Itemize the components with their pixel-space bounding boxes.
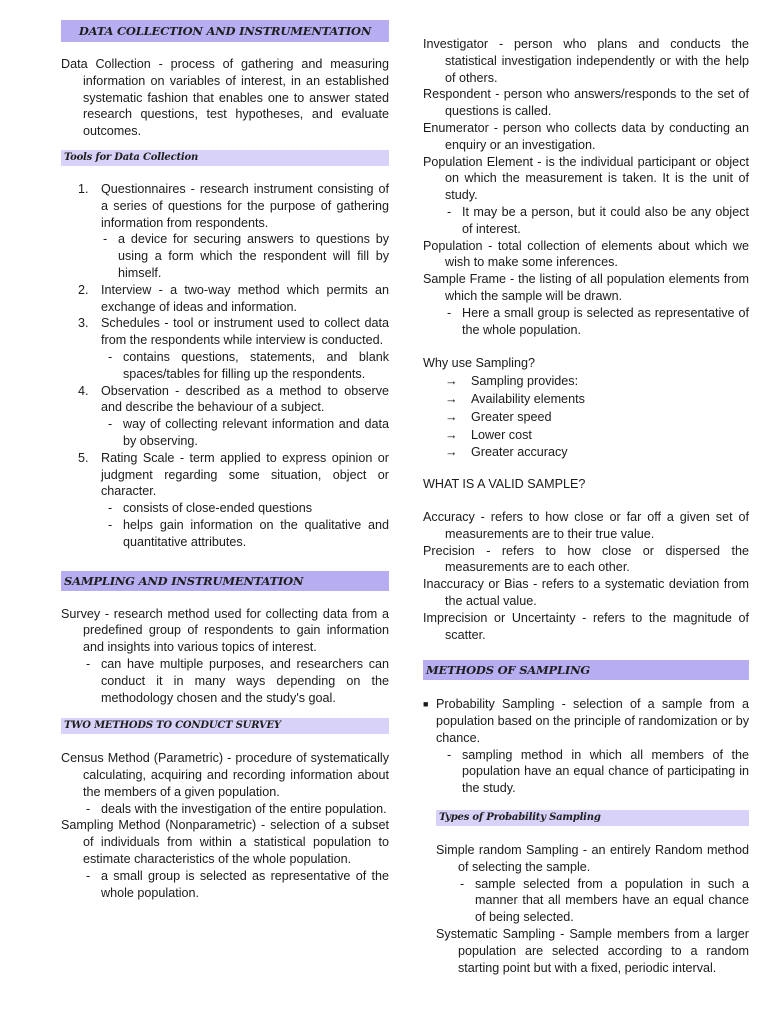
dash-bullet: - bbox=[447, 747, 452, 762]
why-sampling-item bbox=[423, 409, 749, 426]
methods-of-sampling-heading: METHODS OF SAMPLING bbox=[423, 660, 749, 680]
enumerator-definition: Enumerator - person who collects data by conducting an enquiry or an investigation. bbox=[423, 120, 749, 152]
why-sampling-item bbox=[423, 391, 749, 408]
dash-bullet: - bbox=[447, 305, 452, 320]
right-column bbox=[423, 36, 749, 976]
tool-subitem bbox=[103, 231, 389, 281]
tool-subitem-text: way of collecting relevant information and data by observing. bbox=[123, 417, 389, 448]
dash-bullet: - bbox=[447, 204, 452, 219]
dash-bullet: - bbox=[86, 656, 91, 671]
data-collection-definition: Data Collection - process of gathering and measuring information on variables of interest, in an established systematic fashion that enables one to answer stated research questions, test hypotheses, and evaluate outcomes. bbox=[61, 57, 389, 139]
probability-sampling-text: Probability Sampling - selection of a sample from a population based on the principle of randomization or by chance. bbox=[436, 697, 749, 745]
dash-bullet: - bbox=[108, 517, 113, 532]
census-method-definition: Census Method (Parametric) - procedure of systematically calculating, acquiring and recording information about the members of a given population. bbox=[61, 751, 389, 799]
sampling-method-subitem-text: a small group is selected as representative of the whole population. bbox=[101, 868, 389, 900]
why-sampling-item-text: Lower cost bbox=[471, 427, 532, 442]
respondent-definition: Respondent - person who answers/responds to the set of questions is called. bbox=[423, 87, 749, 119]
simple-random-subitem-text: sample selected from a population in such a manner that all members have an equal chance of being selected. bbox=[475, 876, 749, 925]
dash-bullet: - bbox=[86, 801, 91, 816]
probability-sampling-subitem-text: sampling method in which all members of the population have an equal chance of participating in the study. bbox=[462, 747, 749, 796]
probability-sampling-subitem bbox=[447, 747, 749, 797]
tool-subitem-text: a device for securing answers to questions by using a form which the respondent will fill by himself. bbox=[118, 232, 389, 280]
why-sampling-list bbox=[423, 373, 749, 461]
tool-subitem bbox=[108, 416, 389, 450]
tool-text: Rating Scale - term applied to express opinion or judgment regarding some situation, object or character. bbox=[101, 450, 389, 499]
tool-text: Interview - a two-way method which permits an exchange of ideas and information. bbox=[101, 282, 389, 314]
left-column bbox=[61, 20, 389, 901]
tool-number: 4. bbox=[78, 383, 89, 398]
square-bullet-icon: ■ bbox=[423, 699, 429, 710]
tool-subitem bbox=[108, 500, 389, 517]
sampling-method-subitem bbox=[86, 868, 389, 902]
sample-frame-subitem bbox=[447, 305, 749, 339]
tool-number: 5. bbox=[78, 450, 89, 465]
arrow-bullet-icon: → bbox=[445, 374, 458, 389]
simple-random-subitem bbox=[460, 876, 749, 926]
tool-text: Observation - described as a method to observe and describe the behaviour of a subject. bbox=[101, 383, 389, 415]
simple-random-definition: Simple random Sampling - an entirely Random method of selecting the sample. bbox=[436, 843, 749, 874]
tools-list bbox=[61, 181, 389, 551]
tool-number: 2. bbox=[78, 282, 89, 297]
why-sampling-item-text: Greater speed bbox=[471, 409, 552, 424]
sampling-method-definition: Sampling Method (Nonparametric) - selection of a subset of individuals from within a statistical population to estimate characteristics of the whole population. bbox=[61, 818, 389, 867]
dash-bullet: - bbox=[108, 501, 113, 516]
population-element-subitem bbox=[447, 204, 749, 238]
why-sampling-item bbox=[423, 444, 749, 461]
dash-bullet: - bbox=[108, 349, 113, 364]
tool-item bbox=[61, 450, 389, 500]
tool-item bbox=[61, 383, 389, 417]
imprecision-definition: Imprecision or Uncertainty - refers to the magnitude of scatter. bbox=[423, 610, 749, 642]
tool-subitem bbox=[108, 349, 389, 383]
sample-frame-subitem-text: Here a small group is selected as representative of the whole population. bbox=[462, 305, 749, 337]
why-sampling-item-text: Greater accuracy bbox=[471, 445, 568, 460]
sampling-instrumentation-heading: SAMPLING AND INSTRUMENTATION bbox=[61, 571, 389, 591]
tools-heading: Tools for Data Collection bbox=[61, 150, 389, 166]
why-sampling-item-text: Sampling provides: bbox=[471, 374, 579, 389]
sample-frame-definition: Sample Frame - the listing of all population elements from which the sample will be drawn. bbox=[423, 272, 749, 303]
population-element-definition: Population Element - is the individual participant or object on which the measurement is taken. It is the unit of study. bbox=[423, 154, 749, 203]
tool-item bbox=[61, 282, 389, 316]
census-subitem-text: deals with the investigation of the entire population. bbox=[101, 801, 387, 816]
tool-number: 1. bbox=[78, 181, 89, 196]
arrow-bullet-icon: → bbox=[445, 445, 458, 460]
precision-definition: Precision - refers to how close or dispersed the measurements are to each other. bbox=[423, 543, 749, 575]
census-subitem bbox=[86, 801, 389, 818]
tool-text: Schedules - tool or instrument used to collect data from the respondents while interview is conducted. bbox=[101, 316, 389, 348]
tool-item bbox=[61, 315, 389, 349]
probability-sampling-item bbox=[423, 696, 749, 746]
tool-item bbox=[61, 181, 389, 231]
tool-subitem bbox=[108, 517, 389, 551]
population-definition: Population - total collection of elements about which we wish to make some inferences. bbox=[423, 238, 749, 270]
tool-subitem-text: contains questions, statements, and blank spaces/tables for filling up the respondents. bbox=[123, 349, 389, 381]
inaccuracy-definition: Inaccuracy or Bias - refers to a systematic deviation from the actual value. bbox=[423, 577, 749, 608]
data-collection-heading: DATA COLLECTION AND INSTRUMENTATION bbox=[61, 20, 389, 42]
dash-bullet: - bbox=[86, 868, 91, 883]
tool-number: 3. bbox=[78, 316, 89, 331]
tool-subitem-text: helps gain information on the qualitative and quantitative attributes. bbox=[123, 517, 389, 549]
arrow-bullet-icon: → bbox=[445, 391, 458, 406]
population-element-subitem-text: It may be a person, but it could also be any object of interest. bbox=[462, 204, 749, 236]
dash-bullet: - bbox=[460, 876, 465, 891]
arrow-bullet-icon: → bbox=[445, 409, 458, 424]
survey-definition: Survey - research method used for collecting data from a predefined group of respondents to gain information and insights into various topics of interest. bbox=[61, 606, 389, 655]
why-sampling-item-text: Availability elements bbox=[471, 391, 585, 406]
tool-subitem-text: consists of close-ended questions bbox=[123, 501, 313, 516]
accuracy-definition: Accuracy - refers to how close or far off a given set of measurements are to their true value. bbox=[423, 509, 749, 541]
investigator-definition: Investigator - person who plans and conducts the statistical investigation independently or with the help of others. bbox=[423, 37, 749, 85]
valid-sample-heading: WHAT IS A VALID SAMPLE? bbox=[423, 477, 586, 492]
survey-subitem bbox=[86, 656, 389, 706]
survey-subitem-text: can have multiple purposes, and researchers can conduct it in many ways depending on the methodology chosen and the study's goal. bbox=[101, 656, 389, 705]
why-sampling-item bbox=[423, 373, 749, 390]
tool-text: Questionnaires - research instrument consisting of a series of questions for the purpose of gathering information from respondents. bbox=[101, 181, 389, 230]
types-probability-heading: Types of Probability Sampling bbox=[436, 810, 749, 826]
systematic-sampling-definition: Systematic Sampling - Sample members from a larger population are selected according to a random starting point but with a fixed, periodic interval. bbox=[436, 927, 749, 975]
dash-bullet: - bbox=[108, 417, 113, 432]
two-methods-heading: TWO METHODS TO CONDUCT SURVEY bbox=[61, 718, 389, 734]
dash-bullet: - bbox=[103, 232, 108, 247]
why-sampling-heading: Why use Sampling? bbox=[423, 356, 535, 371]
arrow-bullet-icon: → bbox=[445, 427, 458, 442]
why-sampling-item bbox=[423, 427, 749, 444]
